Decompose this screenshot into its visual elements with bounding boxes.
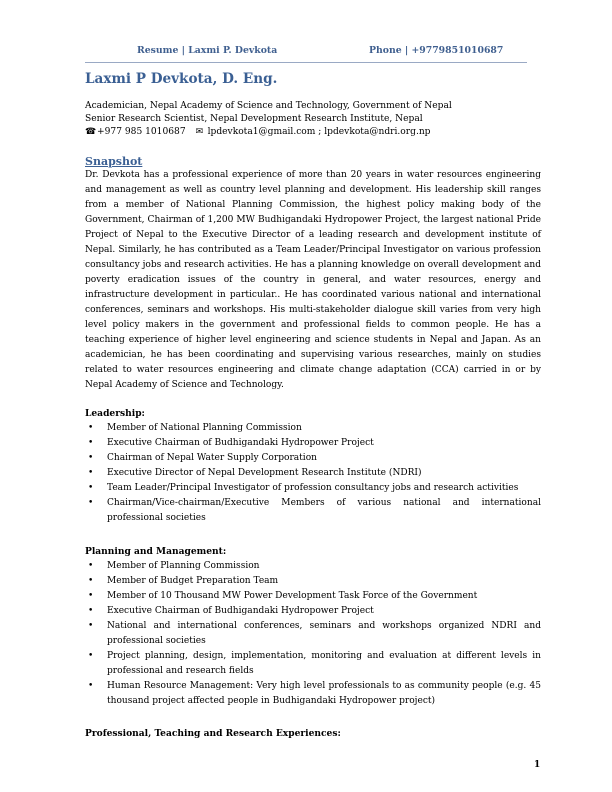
bullet-icon: •	[88, 468, 94, 478]
bullet-icon: •	[88, 438, 94, 448]
list-item: • Executive Chairman of Budhigandaki Hydropower Project	[85, 604, 541, 619]
planning-heading: Planning and Management:	[85, 546, 227, 557]
professional-section	[85, 726, 541, 741]
list-item: • Executive Chairman of Budhigandaki Hydropower Project	[85, 436, 541, 451]
snapshot-heading: Snapshot	[85, 155, 143, 168]
bullet-icon: •	[88, 591, 94, 601]
list-item: • Project planning, design, implementation, monitoring and evaluation at different levels in professional and research fields	[88, 651, 541, 676]
list-item: • Team Leader/Principal Investigator of profession consultancy jobs and research activities	[85, 481, 541, 496]
page-number: 1	[534, 760, 541, 770]
contact-block	[85, 100, 545, 139]
list-item: • Human Resource Management: Very high level professionals to as community people (e.g. 45 thousand project affected people in Budhigandaki Hydropower project)	[88, 681, 541, 706]
affiliation-line: Senior Research Scientist, Nepal Development Research Institute, Nepal	[85, 114, 423, 124]
list-item: • Chairman/Vice-chairman/Executive Members of various national and international professional societies	[88, 498, 541, 523]
list-item: • Member of Budget Preparation Team	[85, 574, 541, 589]
bullet-icon: •	[88, 483, 94, 493]
candidate-name: Laxmi P Devkota, D. Eng.	[85, 71, 278, 87]
list-item: • Chairman of Nepal Water Supply Corporation	[85, 451, 541, 466]
professional-heading: Professional, Teaching and Research Experiences:	[85, 728, 341, 739]
bullet-icon: •	[88, 681, 94, 691]
header-resume-label: Resume | Laxmi P. Devkota	[137, 45, 278, 56]
page-header	[0, 45, 612, 61]
bullet-icon: •	[88, 576, 94, 586]
affiliation-line: Academician, Nepal Academy of Science and Technology, Government of Nepal	[85, 101, 452, 111]
phone-number: +977 985 1010687	[97, 127, 186, 137]
planning-section	[85, 544, 541, 709]
planning-list	[85, 559, 541, 709]
leadership-heading: Leadership:	[85, 408, 145, 419]
bullet-icon: •	[88, 498, 94, 508]
header-phone-label: Phone | +9779851010687	[369, 45, 504, 56]
leadership-list	[85, 421, 541, 526]
envelope-icon: ✉	[195, 127, 204, 137]
bullet-icon: •	[88, 423, 94, 433]
bullet-icon: •	[88, 651, 94, 661]
list-item: • National and international conferences, seminars and workshops organized NDRI and professional societies	[88, 621, 541, 646]
leadership-section	[85, 406, 541, 526]
email-addresses[interactable]: lpdevkota1@gmail.com ; lpdevkota@ndri.org.np	[207, 127, 431, 137]
header-divider	[85, 62, 527, 63]
list-item: • Member of National Planning Commission	[85, 421, 541, 436]
bullet-icon: •	[88, 561, 94, 571]
bullet-icon: •	[88, 606, 94, 616]
contact-line	[85, 126, 545, 139]
bullet-icon: •	[88, 453, 94, 463]
list-item: • Executive Director of Nepal Development Research Institute (NDRI)	[85, 466, 541, 481]
phone-icon: ☎	[85, 127, 97, 137]
snapshot-paragraph: Dr. Devkota has a professional experience of more than 20 years in water resources engineering and management as well as country level planning and development. His leadership skill ranges from a member of National Planning Commission, the highest policy making body of the Government, Chairman of 1,200 MW Budhigandaki Hydropower Project, the largest national Pride Project of Nepal to the Executive Director of a leading research and development institute of Nepal. Similarly, he has contributed as a Team Leader/Principal Investigator on various profession consultancy jobs and research activities. He has a planning knowledge on overall development and poverty eradication issues of the country in general, and water resources, energy and infrastructure development in particular.. He has coordinated various national and international conferences, seminars and workshops. His multi-stakeholder dialogue skill varies from very high level policy makers in the government and professional fields to common people. He has a teaching experience of higher level engineering and science students in Nepal and Japan. As an academician, he has been coordinating and supervising various researches, mainly on studies related to water resources engineering and climate change adaptation (CCA) carried in or by Nepal Academy of Science and Technology.	[85, 170, 541, 390]
list-item: • Member of Planning Commission	[85, 559, 541, 574]
list-item: • Member of 10 Thousand MW Power Development Task Force of the Government	[85, 589, 541, 604]
bullet-icon: •	[88, 621, 94, 631]
